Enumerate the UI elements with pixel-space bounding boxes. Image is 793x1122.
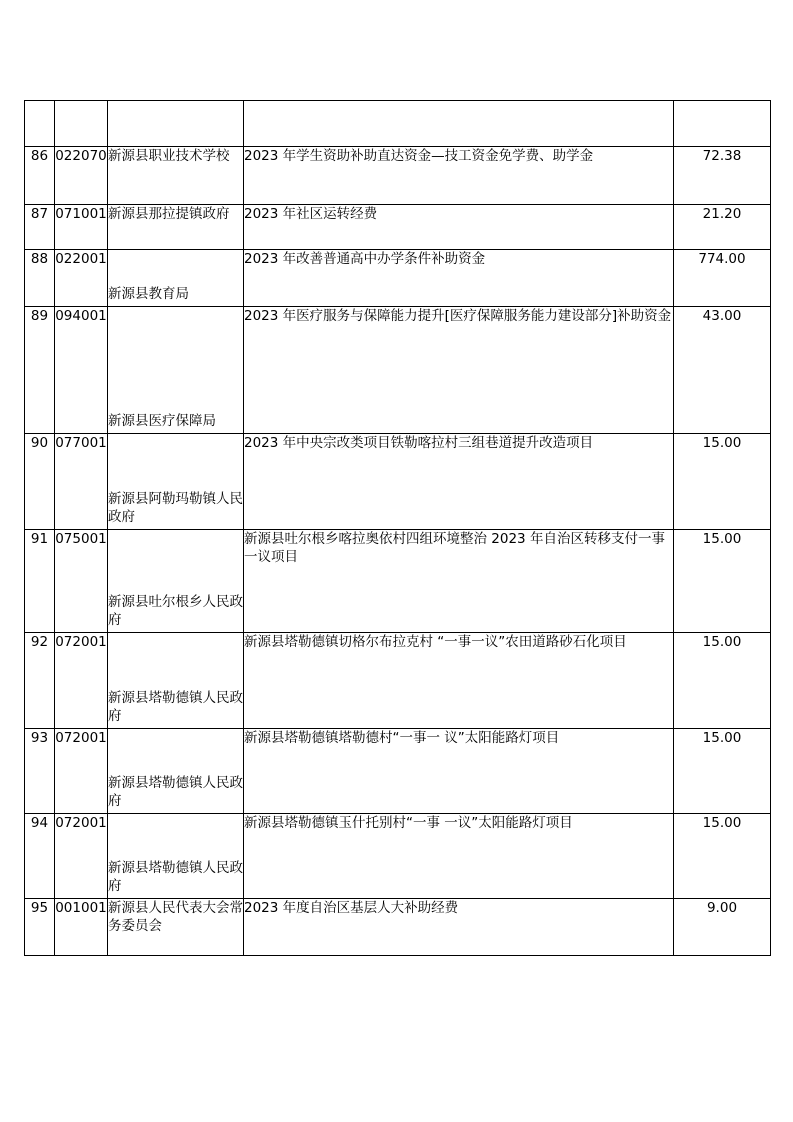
cell-code: 075001: [55, 530, 108, 633]
cell-code: 022001: [55, 250, 108, 307]
cell-project: 2023 年医疗服务与保障能力提升[医疗保障服务能力建设部分]补助资金: [244, 307, 674, 434]
table-row: [25, 147, 771, 205]
cell-no: 87: [25, 205, 55, 250]
table-row: [25, 814, 771, 899]
cell-unit: 新源县塔勒德镇人民政府: [108, 729, 244, 814]
budget-table-wrapper: [24, 100, 770, 956]
cell-code: [55, 101, 108, 147]
cell-amount: 72.38: [674, 147, 771, 205]
cell-no: 89: [25, 307, 55, 434]
table-row: [25, 205, 771, 250]
table-row: [25, 729, 771, 814]
cell-unit: 新源县医疗保障局: [108, 307, 244, 434]
cell-unit: [108, 101, 244, 147]
cell-unit: 新源县塔勒德镇人民政府: [108, 814, 244, 899]
cell-amount: 15.00: [674, 814, 771, 899]
cell-no: 88: [25, 250, 55, 307]
cell-project: 2023 年学生资助补助直达资金—技工资金免学费、助学金: [244, 147, 674, 205]
cell-project: [244, 101, 674, 147]
cell-unit: 新源县那拉提镇政府: [108, 205, 244, 250]
cell-amount: 15.00: [674, 434, 771, 530]
cell-no: 94: [25, 814, 55, 899]
cell-project: 新源县吐尔根乡喀拉奥依村四组环境整治 2023 年自治区转移支付一事一议项目: [244, 530, 674, 633]
cell-unit: 新源县人民代表大会常务委员会: [108, 899, 244, 956]
cell-amount: 9.00: [674, 899, 771, 956]
cell-unit: 新源县塔勒德镇人民政府: [108, 633, 244, 729]
cell-no: 92: [25, 633, 55, 729]
table-row-continuation-blank: [25, 101, 771, 147]
table-row: [25, 434, 771, 530]
cell-amount: 21.20: [674, 205, 771, 250]
cell-amount: 774.00: [674, 250, 771, 307]
table-row: [25, 250, 771, 307]
cell-project: 2023 年改善普通高中办学条件补助资金: [244, 250, 674, 307]
table-row: [25, 307, 771, 434]
table-row: [25, 633, 771, 729]
cell-code: 094001: [55, 307, 108, 434]
cell-code: 001001: [55, 899, 108, 956]
cell-amount: 15.00: [674, 530, 771, 633]
cell-amount: 15.00: [674, 729, 771, 814]
cell-project: 2023 年社区运转经费: [244, 205, 674, 250]
cell-code: 072001: [55, 633, 108, 729]
cell-code: 072001: [55, 729, 108, 814]
cell-project: 2023 年度自治区基层人大补助经费: [244, 899, 674, 956]
cell-no: 95: [25, 899, 55, 956]
cell-code: 077001: [55, 434, 108, 530]
cell-amount: 15.00: [674, 633, 771, 729]
cell-unit: 新源县职业技术学校: [108, 147, 244, 205]
cell-unit: 新源县阿勒玛勒镇人民政府: [108, 434, 244, 530]
table-row: [25, 899, 771, 956]
cell-no: 93: [25, 729, 55, 814]
cell-project: 2023 年中央宗改类项目铁勒喀拉村三组巷道提升改造项目: [244, 434, 674, 530]
cell-project: 新源县塔勒德镇玉什托别村“一事 一议”太阳能路灯项目: [244, 814, 674, 899]
cell-no: [25, 101, 55, 147]
cell-amount: [674, 101, 771, 147]
cell-project: 新源县塔勒德镇塔勒德村“一事一 议”太阳能路灯项目: [244, 729, 674, 814]
cell-no: 86: [25, 147, 55, 205]
cell-unit: 新源县吐尔根乡人民政府: [108, 530, 244, 633]
cell-code: 071001: [55, 205, 108, 250]
table-row: [25, 530, 771, 633]
cell-code: 072001: [55, 814, 108, 899]
cell-no: 90: [25, 434, 55, 530]
cell-no: 91: [25, 530, 55, 633]
cell-code: 022070: [55, 147, 108, 205]
cell-amount: 43.00: [674, 307, 771, 434]
budget-table: [24, 100, 771, 956]
cell-project: 新源县塔勒德镇切格尔布拉克村 “一事一议”农田道路砂石化项目: [244, 633, 674, 729]
cell-unit: 新源县教育局: [108, 250, 244, 307]
